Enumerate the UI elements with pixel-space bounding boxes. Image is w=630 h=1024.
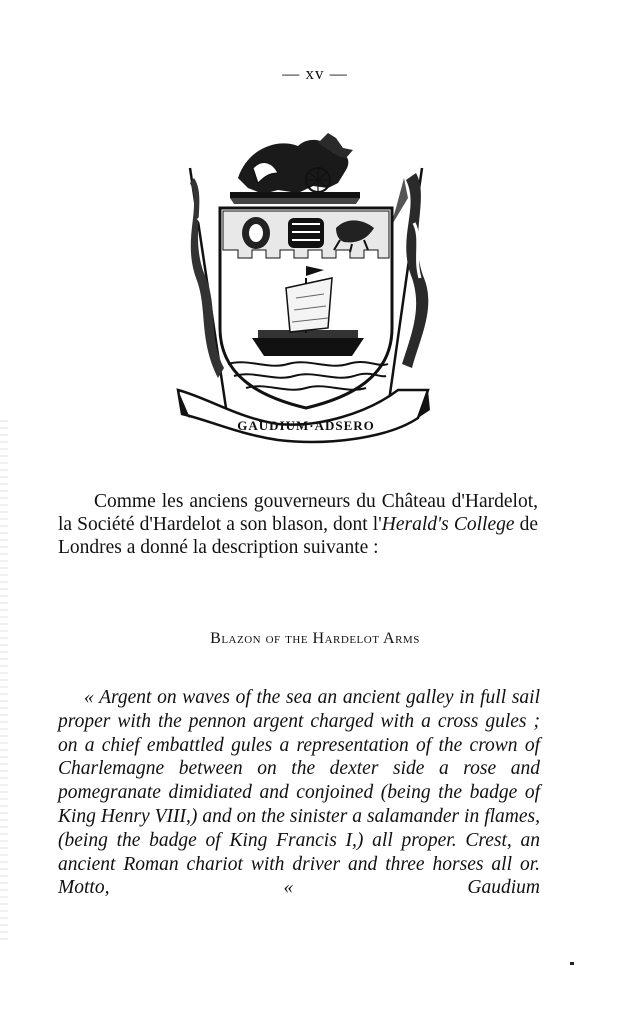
- motto-text: GAUDIUM·ADSERO: [237, 418, 375, 433]
- chariot-crest: [230, 133, 360, 204]
- flag-right: [388, 168, 428, 408]
- section-heading: Blazon of the Hardelot Arms: [210, 630, 420, 647]
- print-speck: [570, 962, 574, 965]
- intro-italic: Herald's College: [381, 514, 515, 535]
- blazon-text: « Argent on waves of the sea an ancient galley in full sail proper with the pennon argent charged with a cross gules ; on a chief embattled gules a representation of the crown of Charlemagne between on the dexter side a rose and pomegranate dimidiated and conjoined (being the badge of King Henry VIII,) and on the sinister a salamander in flames, (being the badge of King Francis I,) all proper. Crest, an ancient Roman chariot with driver and three horses all or. Motto, « Gaudium: [58, 687, 540, 899]
- blazon-paragraph: [58, 686, 540, 900]
- coat-of-arms-illustration: [168, 128, 444, 448]
- intro-text-after: de Londres a donné la description suivante :: [58, 514, 538, 558]
- intro-text: Comme les anciens gouverneurs du Château d'Hardelot, la Société d'Hardelot a son blason, dont l': [58, 491, 538, 535]
- shield: [220, 208, 392, 408]
- page-number: — xv —: [282, 64, 348, 83]
- intro-paragraph: [58, 490, 538, 559]
- scan-edge-noise: [0, 420, 8, 940]
